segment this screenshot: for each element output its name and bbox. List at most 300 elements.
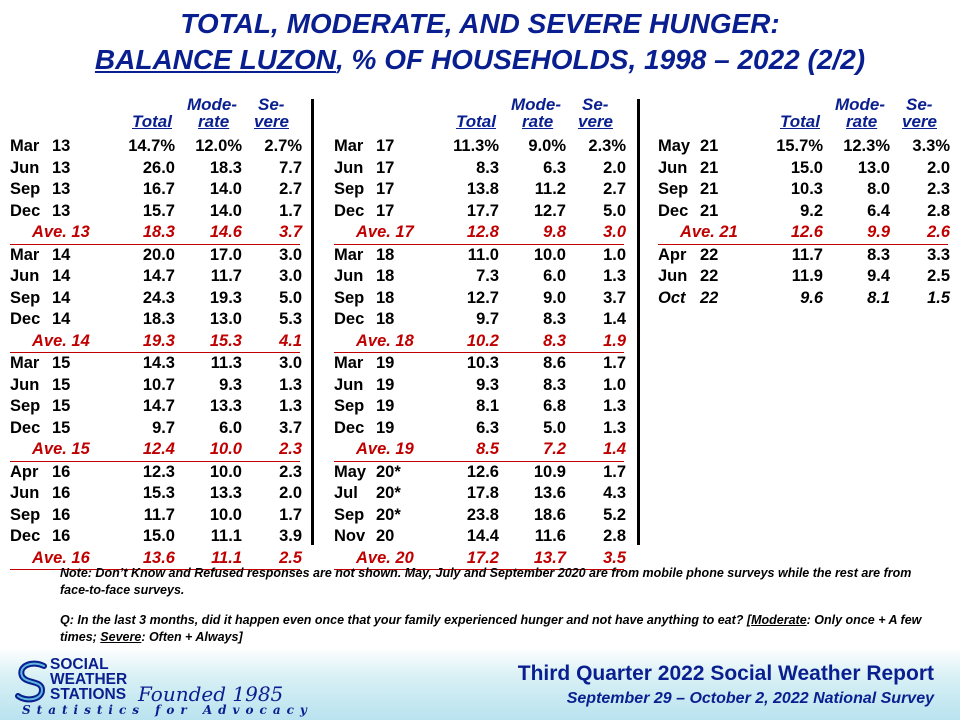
cell-moderate: 9.9 xyxy=(867,223,890,241)
table-row xyxy=(10,505,300,527)
cell-severe: 3.0 xyxy=(603,223,626,241)
cell-moderate: 9.8 xyxy=(543,223,566,241)
row-year: 17 xyxy=(376,137,395,155)
row-year: 18 xyxy=(376,310,395,328)
cell-total: 8.3 xyxy=(476,158,499,177)
row-month: Sep xyxy=(10,288,41,307)
cell-severe: 2.7 xyxy=(603,180,626,198)
cell-moderate: 9.0% xyxy=(528,137,566,155)
row-month: Dec xyxy=(334,201,365,220)
table-row xyxy=(334,375,624,397)
cell-total: 12.4 xyxy=(142,440,175,458)
row-year: 18 xyxy=(376,245,395,264)
table-row xyxy=(658,136,948,158)
cell-severe: 2.5 xyxy=(927,267,950,285)
row-month: Jun xyxy=(334,158,364,177)
cell-moderate: 11.6 xyxy=(534,527,566,545)
cell-total: 14.4 xyxy=(466,527,499,545)
row-month: Jun xyxy=(10,158,40,177)
row-month: Jun xyxy=(658,158,688,177)
cell-total: 14.3 xyxy=(142,354,175,372)
header-severe-bottom: vere xyxy=(578,112,613,131)
cell-moderate: 13.0 xyxy=(857,158,890,177)
cell-severe: 3.3% xyxy=(912,137,950,155)
average-row xyxy=(334,222,624,245)
row-year: 17 xyxy=(376,158,395,177)
row-year: 22 xyxy=(700,288,719,307)
table-row xyxy=(10,158,300,180)
cell-severe: 3.0 xyxy=(279,245,302,264)
cell-moderate: 12.7 xyxy=(533,201,566,220)
severe-label: Severe xyxy=(100,630,142,644)
table-row xyxy=(10,136,300,158)
cell-severe: 3.0 xyxy=(279,354,302,372)
cell-total: 11.3% xyxy=(453,137,499,155)
cell-moderate: 7.2 xyxy=(543,440,566,458)
table-row xyxy=(10,375,300,397)
cell-severe: 2.6 xyxy=(927,223,950,241)
header-severe-bottom: vere xyxy=(254,112,289,131)
row-year: 14 xyxy=(52,310,71,328)
average-row xyxy=(10,331,300,354)
row-month: Jun xyxy=(334,375,364,394)
average-label: Ave. 21 xyxy=(680,223,738,241)
cell-total: 9.6 xyxy=(800,288,823,307)
cell-severe: 3.7 xyxy=(603,288,626,307)
cell-moderate: 12.0% xyxy=(195,137,242,155)
title-line-2 xyxy=(0,43,960,77)
header-moderate-bottom: rate xyxy=(522,112,554,131)
cell-moderate: 17.0 xyxy=(209,245,242,264)
row-year: 19 xyxy=(376,418,395,437)
founded-text: Founded 1985 xyxy=(138,682,284,706)
row-month: May xyxy=(658,137,691,155)
table-row xyxy=(334,266,624,288)
row-year: 14 xyxy=(52,267,71,285)
cell-severe: 1.7 xyxy=(603,354,626,372)
cell-moderate: 11.1 xyxy=(211,548,242,567)
cell-severe: 1.3 xyxy=(279,375,302,394)
header-moderate-top: Mode- xyxy=(187,95,238,114)
header-moderate-bottom: rate xyxy=(198,112,230,131)
row-month: Dec xyxy=(10,310,41,328)
header-severe-top: Se- xyxy=(258,95,285,114)
cell-severe: 5.3 xyxy=(279,310,302,328)
divider-1 xyxy=(311,99,314,545)
row-month: Nov xyxy=(334,527,366,545)
cell-moderate: 6.4 xyxy=(867,201,890,220)
row-year: 13 xyxy=(52,137,71,155)
cell-total: 8.1 xyxy=(476,397,499,415)
row-year: 13 xyxy=(52,201,71,220)
cell-severe: 1.7 xyxy=(603,462,626,481)
row-month: Sep xyxy=(334,288,365,307)
row-month: Oct xyxy=(658,288,686,307)
severe-text: : Often + Always] xyxy=(141,630,243,644)
cell-total: 10.2 xyxy=(466,331,499,350)
tagline: Statistics for Advocacy xyxy=(22,703,313,717)
table-row xyxy=(10,201,300,223)
cell-severe: 4.3 xyxy=(603,484,626,502)
row-year: 16 xyxy=(52,505,71,524)
row-month: Sep xyxy=(10,505,41,524)
row-year: 15 xyxy=(52,397,71,415)
logo-line-1: SOCIAL xyxy=(50,656,109,673)
cell-severe: 1.4 xyxy=(603,440,626,458)
row-year: 20 xyxy=(376,527,395,545)
cell-total: 9.2 xyxy=(800,201,823,220)
row-month: Sep xyxy=(658,180,689,198)
cell-total: 11.9 xyxy=(791,267,823,285)
cell-moderate: 19.3 xyxy=(209,288,242,307)
table-row xyxy=(10,462,300,484)
average-row xyxy=(334,439,624,462)
row-month: May xyxy=(334,462,367,481)
panel-3 xyxy=(658,96,948,309)
row-year: 15 xyxy=(52,375,71,394)
cell-moderate: 6.3 xyxy=(543,158,566,177)
cell-severe: 1.7 xyxy=(279,201,302,220)
row-month: Jun xyxy=(10,267,40,285)
average-label: Ave. 13 xyxy=(32,223,90,241)
average-row xyxy=(334,331,624,354)
cell-total: 9.7 xyxy=(476,310,499,328)
table-row xyxy=(10,309,300,331)
row-month: Jul xyxy=(334,484,358,502)
table-row xyxy=(334,288,624,310)
table-row xyxy=(658,288,948,310)
title-line-1: TOTAL, MODERATE, AND SEVERE HUNGER: xyxy=(180,8,780,39)
row-month: Sep xyxy=(334,397,365,415)
table-row xyxy=(334,245,624,267)
table-row xyxy=(334,201,624,223)
average-label: Ave. 16 xyxy=(32,548,90,567)
cell-moderate: 13.0 xyxy=(209,310,242,328)
cell-total: 19.3 xyxy=(142,331,175,350)
cell-severe: 1.3 xyxy=(603,267,626,285)
header-moderate-bottom: rate xyxy=(846,112,878,131)
row-month: Sep xyxy=(10,397,41,415)
cell-moderate: 13.6 xyxy=(533,484,566,502)
cell-total: 11.0 xyxy=(467,245,499,264)
header-total: Total xyxy=(456,112,496,131)
table-header xyxy=(658,96,948,136)
cell-severe: 3.9 xyxy=(279,527,302,545)
cell-total: 14.7% xyxy=(128,137,175,155)
row-month: Dec xyxy=(10,201,41,220)
cell-moderate: 13.7 xyxy=(533,548,566,567)
row-year: 19 xyxy=(376,397,395,415)
table-row xyxy=(10,353,300,375)
table-row xyxy=(10,418,300,440)
table-row xyxy=(10,526,300,548)
row-year: 20* xyxy=(376,505,401,524)
cell-severe: 2.5 xyxy=(279,548,302,567)
header-severe-top: Se- xyxy=(582,95,609,114)
table-row xyxy=(10,288,300,310)
average-label: Ave. 14 xyxy=(32,331,90,350)
cell-total: 16.7 xyxy=(142,180,175,198)
cell-severe: 2.7 xyxy=(279,180,302,198)
cell-moderate: 12.3% xyxy=(843,137,890,155)
cell-moderate: 13.3 xyxy=(209,484,242,502)
row-year: 13 xyxy=(52,180,71,198)
cell-moderate: 14.6 xyxy=(209,223,242,241)
table-row xyxy=(10,483,300,505)
cell-moderate: 10.0 xyxy=(209,462,242,481)
cell-total: 23.8 xyxy=(466,505,499,524)
table-row xyxy=(10,245,300,267)
cell-total: 12.8 xyxy=(466,223,499,241)
table-row xyxy=(334,505,624,527)
row-year: 22 xyxy=(700,267,719,285)
panel-1 xyxy=(10,96,300,570)
average-label: Ave. 20 xyxy=(356,548,414,567)
cell-severe: 2.0 xyxy=(279,484,302,502)
average-row xyxy=(10,222,300,245)
row-year: 19 xyxy=(376,375,395,394)
cell-moderate: 8.3 xyxy=(543,331,566,350)
cell-total: 10.3 xyxy=(790,180,823,198)
table-row xyxy=(10,396,300,418)
cell-total: 9.7 xyxy=(152,418,175,437)
cell-moderate: 11.1 xyxy=(210,527,242,545)
cell-total: 18.3 xyxy=(142,310,175,328)
cell-severe: 1.4 xyxy=(603,310,626,328)
logo-line-2: WEATHER xyxy=(50,671,128,688)
cell-severe: 1.7 xyxy=(279,505,302,524)
row-month: Jun xyxy=(658,267,688,285)
moderate-text: : Only once + A few times; xyxy=(60,613,922,644)
table-header xyxy=(334,96,624,136)
row-month: Dec xyxy=(334,310,365,328)
cell-severe: 2.0 xyxy=(927,158,950,177)
question-note xyxy=(60,612,930,646)
table-row xyxy=(334,526,624,548)
title-region: BALANCE LUZON xyxy=(94,44,336,75)
cell-moderate: 8.0 xyxy=(867,180,890,198)
cell-moderate: 6.0 xyxy=(219,418,242,437)
survey-dates: September 29 – October 2, 2022 National Survey xyxy=(566,690,934,707)
cell-severe: 2.7% xyxy=(264,137,302,155)
cell-severe: 4.1 xyxy=(279,331,302,350)
table-row xyxy=(10,179,300,201)
cell-total: 15.0 xyxy=(142,527,175,545)
cell-severe: 1.9 xyxy=(603,331,626,350)
cell-total: 15.0 xyxy=(790,158,823,177)
cell-severe: 2.0 xyxy=(603,158,626,177)
table-row xyxy=(334,136,624,158)
cell-total: 10.7 xyxy=(142,375,175,394)
cell-total: 12.3 xyxy=(142,462,175,481)
cell-total: 12.6 xyxy=(790,223,823,241)
cell-moderate: 11.3 xyxy=(210,354,242,372)
divider-2 xyxy=(637,99,640,545)
cell-total: 17.2 xyxy=(466,548,499,567)
row-year: 21 xyxy=(700,180,719,198)
row-year: 21 xyxy=(700,158,719,177)
cell-moderate: 5.0 xyxy=(543,418,566,437)
row-year: 17 xyxy=(376,201,395,220)
cell-total: 11.7 xyxy=(791,245,823,264)
row-month: Jun xyxy=(10,375,40,394)
cell-total: 24.3 xyxy=(142,288,175,307)
cell-moderate: 6.8 xyxy=(543,397,566,415)
row-year: 21 xyxy=(700,201,719,220)
table-row xyxy=(334,353,624,375)
average-label: Ave. 17 xyxy=(356,223,414,241)
cell-severe: 2.3 xyxy=(279,440,302,458)
table-row xyxy=(334,309,624,331)
cell-total: 12.6 xyxy=(466,462,499,481)
cell-severe: 2.8 xyxy=(927,201,950,220)
cell-severe: 3.7 xyxy=(279,223,302,241)
average-label: Ave. 19 xyxy=(356,440,414,458)
cell-moderate: 14.0 xyxy=(209,180,242,198)
table-row xyxy=(10,266,300,288)
cell-severe: 1.3 xyxy=(603,397,626,415)
header-moderate-top: Mode- xyxy=(835,95,886,114)
cell-total: 7.3 xyxy=(476,267,499,285)
row-year: 13 xyxy=(52,158,71,177)
cell-moderate: 14.0 xyxy=(209,201,242,220)
cell-severe: 3.3 xyxy=(927,245,950,264)
cell-severe: 1.0 xyxy=(603,245,626,264)
cell-severe: 7.7 xyxy=(279,158,302,177)
header-total: Total xyxy=(132,112,172,131)
table-row xyxy=(658,179,948,201)
cell-moderate: 10.9 xyxy=(533,462,566,481)
table-row xyxy=(334,396,624,418)
row-year: 20* xyxy=(376,484,401,502)
cell-moderate: 8.3 xyxy=(543,310,566,328)
row-year: 15 xyxy=(52,354,71,372)
cell-total: 26.0 xyxy=(142,158,175,177)
cell-severe: 1.5 xyxy=(927,288,950,307)
cell-moderate: 10.0 xyxy=(209,440,242,458)
cell-total: 13.6 xyxy=(142,548,175,567)
row-month: Dec xyxy=(658,201,689,220)
table-row xyxy=(334,418,624,440)
table-row xyxy=(334,462,624,484)
logo-text xyxy=(50,657,127,702)
panel-2 xyxy=(334,96,624,570)
cell-moderate: 15.3 xyxy=(209,331,242,350)
header-total: Total xyxy=(780,112,820,131)
row-month: Sep xyxy=(10,180,41,198)
cell-severe: 5.0 xyxy=(279,288,302,307)
sws-logo-icon xyxy=(14,660,50,704)
cell-total: 15.3 xyxy=(142,484,175,502)
row-month: Mar xyxy=(10,245,40,264)
cell-total: 9.3 xyxy=(476,375,499,394)
cell-severe: 2.8 xyxy=(603,527,626,545)
cell-moderate: 6.0 xyxy=(543,267,566,285)
cell-moderate: 10.0 xyxy=(533,245,566,264)
cell-total: 17.7 xyxy=(466,201,499,220)
moderate-label: Moderate xyxy=(751,613,807,627)
row-year: 16 xyxy=(52,462,71,481)
row-month: Jun xyxy=(334,267,364,285)
cell-total: 10.3 xyxy=(466,354,499,372)
row-month: Mar xyxy=(334,245,364,264)
row-month: Sep xyxy=(334,180,365,198)
row-year: 16 xyxy=(52,484,71,502)
row-month: Mar xyxy=(334,354,364,372)
note: Note: Don’t Know and Refused responses are not shown. May, July and September 2020 are from mobile phone surveys while the rest are from face-to-face surveys. xyxy=(60,566,912,597)
row-month: Apr xyxy=(10,462,39,481)
cell-moderate: 8.3 xyxy=(543,375,566,394)
average-row xyxy=(10,439,300,462)
cell-total: 13.8 xyxy=(466,180,499,198)
cell-total: 15.7% xyxy=(776,137,823,155)
row-year: 16 xyxy=(52,527,71,545)
cell-severe: 3.7 xyxy=(279,418,302,437)
cell-total: 14.7 xyxy=(142,267,175,285)
cell-moderate: 13.3 xyxy=(209,397,242,415)
row-year: 18 xyxy=(376,267,395,285)
row-year: 18 xyxy=(376,288,395,307)
table-row xyxy=(334,179,624,201)
row-year: 14 xyxy=(52,245,71,264)
cell-moderate: 11.2 xyxy=(534,180,566,198)
row-month: Dec xyxy=(10,418,41,437)
cell-moderate: 8.1 xyxy=(867,288,890,307)
cell-severe: 3.5 xyxy=(603,548,626,567)
table-row xyxy=(658,266,948,288)
row-month: Sep xyxy=(334,505,365,524)
cell-moderate: 18.3 xyxy=(209,158,242,177)
average-label: Ave. 15 xyxy=(32,440,90,458)
header-moderate-top: Mode- xyxy=(511,95,562,114)
cell-total: 15.7 xyxy=(142,201,175,220)
cell-severe: 1.3 xyxy=(279,397,302,415)
row-year: 15 xyxy=(52,418,71,437)
report-title: Third Quarter 2022 Social Weather Report xyxy=(517,662,934,685)
cell-moderate: 9.4 xyxy=(867,267,890,285)
cell-moderate: 8.6 xyxy=(543,354,566,372)
header-severe-bottom: vere xyxy=(902,112,937,131)
table-row xyxy=(334,483,624,505)
cell-total: 11.7 xyxy=(143,505,175,524)
row-month: Mar xyxy=(10,137,40,155)
row-year: 14 xyxy=(52,288,71,307)
row-month: Mar xyxy=(10,354,40,372)
row-month: Mar xyxy=(334,137,364,155)
cell-moderate: 9.3 xyxy=(219,375,242,394)
cell-severe: 1.3 xyxy=(603,418,626,437)
row-year: 17 xyxy=(376,180,395,198)
average-row xyxy=(658,222,948,245)
cell-severe: 2.3 xyxy=(927,180,950,198)
table-header xyxy=(10,96,300,136)
cell-severe: 2.3 xyxy=(279,462,302,481)
cell-severe: 2.3% xyxy=(588,137,626,155)
logo-line-3: STATIONS xyxy=(50,686,127,703)
average-label: Ave. 18 xyxy=(356,331,414,350)
cell-total: 8.5 xyxy=(476,440,499,458)
table-row xyxy=(658,245,948,267)
cell-severe: 3.0 xyxy=(279,267,302,285)
table-row xyxy=(334,158,624,180)
row-year: 22 xyxy=(700,245,719,264)
row-year: 19 xyxy=(376,354,395,372)
cell-total: 20.0 xyxy=(142,245,175,264)
cell-moderate: 10.0 xyxy=(209,505,242,524)
cell-severe: 1.0 xyxy=(603,375,626,394)
cell-total: 17.8 xyxy=(466,484,499,502)
row-year: 20* xyxy=(376,462,401,481)
